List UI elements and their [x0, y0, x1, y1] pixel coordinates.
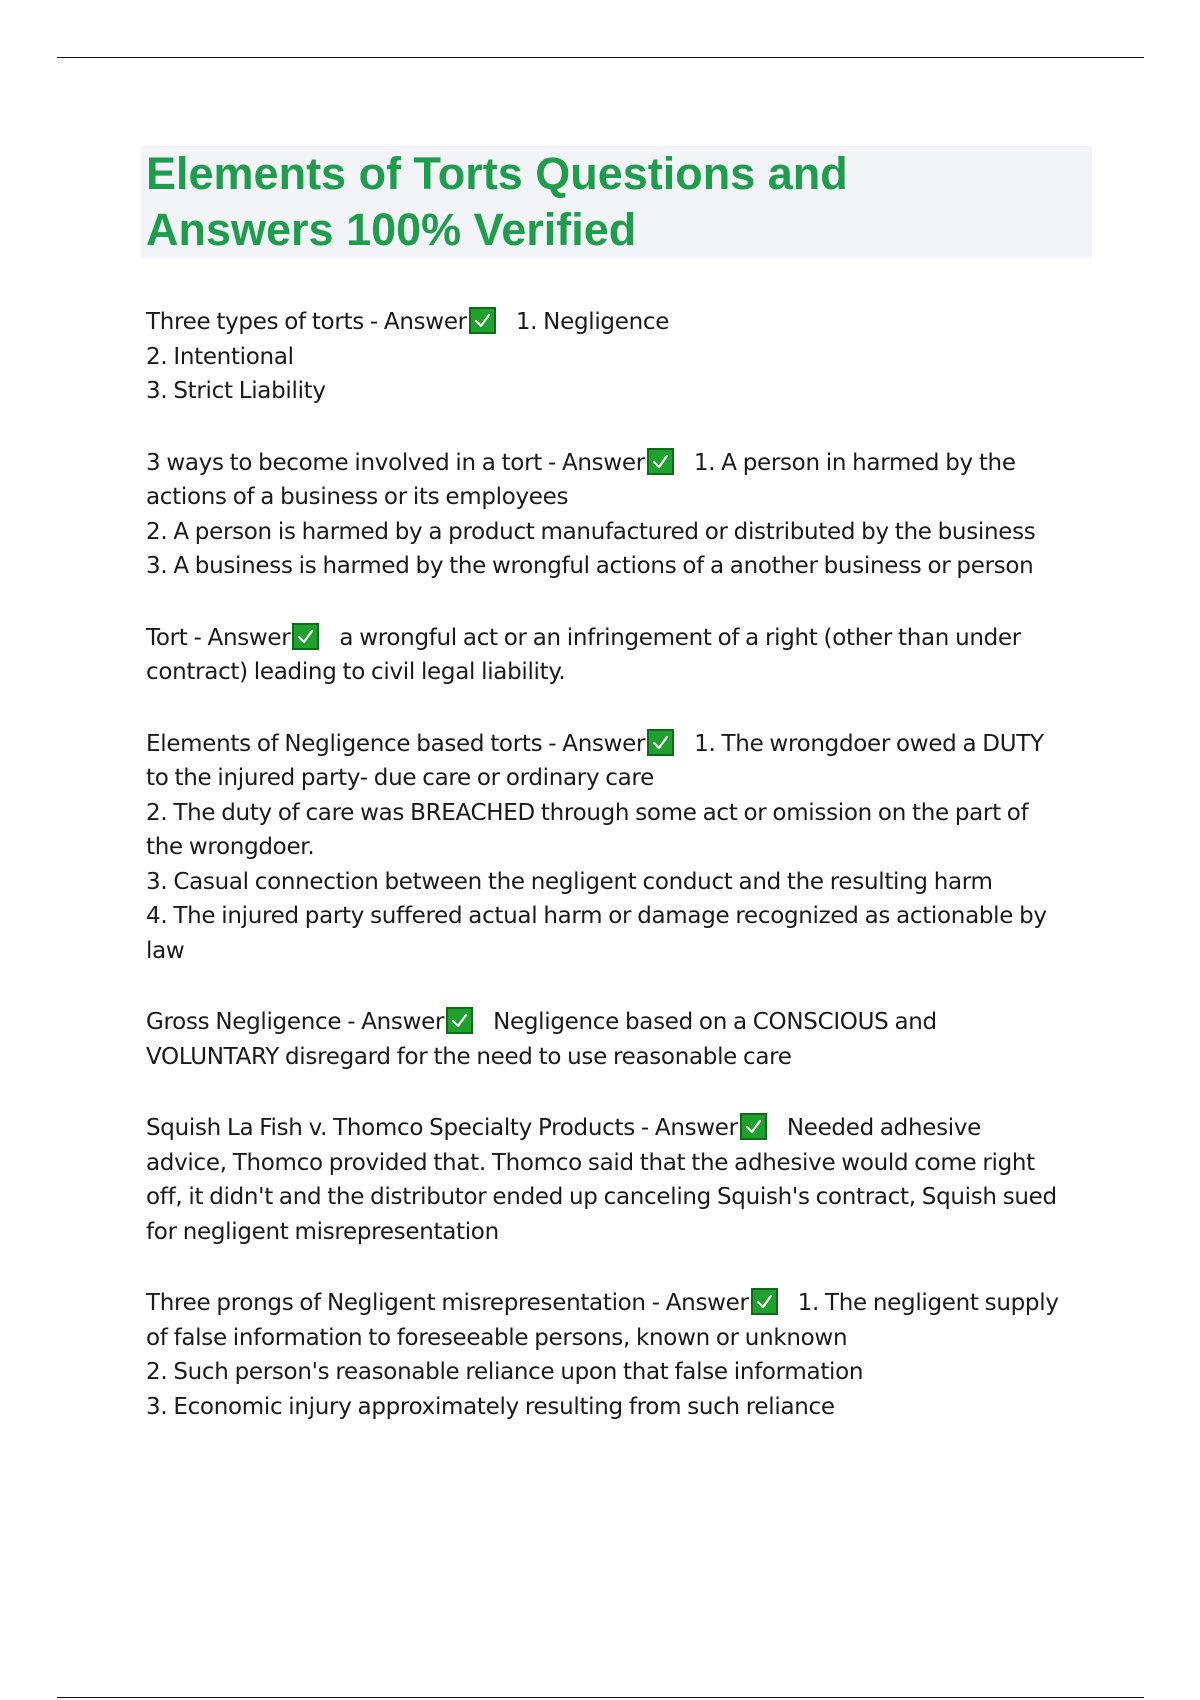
qa-answer-line: contract) leading to civil legal liability. — [146, 659, 566, 685]
check-box-icon — [446, 1007, 473, 1034]
qa-answer-line: 3. Economic injury approximately resulting from such reliance — [146, 1393, 835, 1420]
qa-answer-line: 2. Such person's reasonable reliance upon that false information — [146, 1359, 864, 1385]
check-box-icon — [751, 1288, 778, 1315]
qa-first-line — [146, 305, 1096, 340]
check-box-icon — [647, 448, 674, 475]
qa-answer-line: 3. Casual connection between the negligent conduct and the resulting harm — [146, 868, 993, 895]
check-box-icon — [647, 729, 674, 756]
qa-item — [146, 1111, 1096, 1249]
qa-answer-start: 1. Negligence — [515, 309, 670, 335]
qa-answer-start: a wrongful act or an infringement of a right (other than under — [339, 624, 1021, 651]
qa-item — [146, 727, 1096, 969]
check-box-icon — [740, 1113, 767, 1140]
qa-answer-line: law — [146, 937, 185, 964]
qa-answer-line: 2. The duty of care was BREACHED through some act or omission on the part of — [146, 799, 1029, 826]
check-box-icon — [292, 623, 319, 650]
qa-answer-line: off, it didn't and the distributor ended up canceling Squish's contract, Squish sued — [146, 1184, 1057, 1210]
qa-first-line — [146, 1111, 1096, 1146]
qa-first-line — [146, 1005, 1096, 1040]
qa-list — [146, 305, 1096, 1461]
check-box-icon — [469, 307, 496, 334]
qa-prompt: Tort - Answer — [146, 624, 291, 651]
qa-answer-line: 4. The injured party suffered actual harm or damage recognized as actionable by — [146, 903, 1047, 929]
qa-answer-line: 3. A business is harmed by the wrongful actions of a another business or person — [146, 553, 1034, 579]
qa-prompt: Three prongs of Negligent misrepresentation - Answer — [146, 1290, 749, 1316]
qa-prompt: Elements of Negligence based torts - Answer — [146, 730, 646, 757]
qa-item — [146, 446, 1096, 584]
qa-answer-line: 3. Strict Liability — [146, 378, 326, 404]
qa-prompt: Squish La Fish v. Thomco Specialty Products - Answer — [146, 1115, 738, 1141]
qa-prompt: 3 ways to become involved in a tort - Answer — [146, 449, 645, 476]
qa-answer-start: Needed adhesive — [786, 1115, 982, 1141]
qa-first-line — [146, 1286, 1096, 1321]
qa-prompt: Gross Negligence - Answer — [146, 1009, 445, 1035]
title-banner — [141, 146, 1092, 258]
qa-answer-start: Negligence based on a CONSCIOUS and — [493, 1009, 937, 1035]
qa-item — [146, 1005, 1096, 1074]
bottom-rule — [57, 1697, 1144, 1698]
qa-first-line — [146, 621, 1096, 656]
qa-answer-start: 1. The negligent supply — [797, 1290, 1059, 1316]
page-title — [141, 146, 1092, 258]
qa-prompt: Three types of torts - Answer — [146, 309, 467, 335]
qa-answer-line: for negligent misrepresentation — [146, 1218, 499, 1245]
qa-answer-line: actions of a business or its employees — [146, 484, 569, 510]
qa-answer-start: 1. The wrongdoer owed a DUTY — [694, 730, 1044, 757]
qa-answer-line: of false information to foreseeable persons, known or unknown — [146, 1324, 848, 1351]
qa-answer-line: VOLUNTARY disregard for the need to use reasonable care — [146, 1043, 792, 1070]
top-rule — [57, 57, 1144, 58]
qa-item — [146, 621, 1096, 690]
qa-answer-line: to the injured party- due care or ordinary care — [146, 765, 654, 791]
qa-first-line — [146, 446, 1096, 481]
qa-item — [146, 305, 1096, 409]
qa-item — [146, 1286, 1096, 1424]
qa-answer-line: advice, Thomco provided that. Thomco said that the adhesive would come right — [146, 1149, 1035, 1176]
title-line-2: Answers 100% Verified — [146, 204, 637, 255]
qa-answer-start: 1. A person in harmed by the — [693, 449, 1016, 476]
qa-first-line — [146, 727, 1096, 762]
title-line-1: Elements of Torts Questions and — [146, 148, 848, 199]
qa-answer-line: 2. Intentional — [146, 343, 294, 370]
qa-answer-line: the wrongdoer. — [146, 834, 315, 860]
qa-answer-line: 2. A person is harmed by a product manufactured or distributed by the business — [146, 518, 1036, 545]
